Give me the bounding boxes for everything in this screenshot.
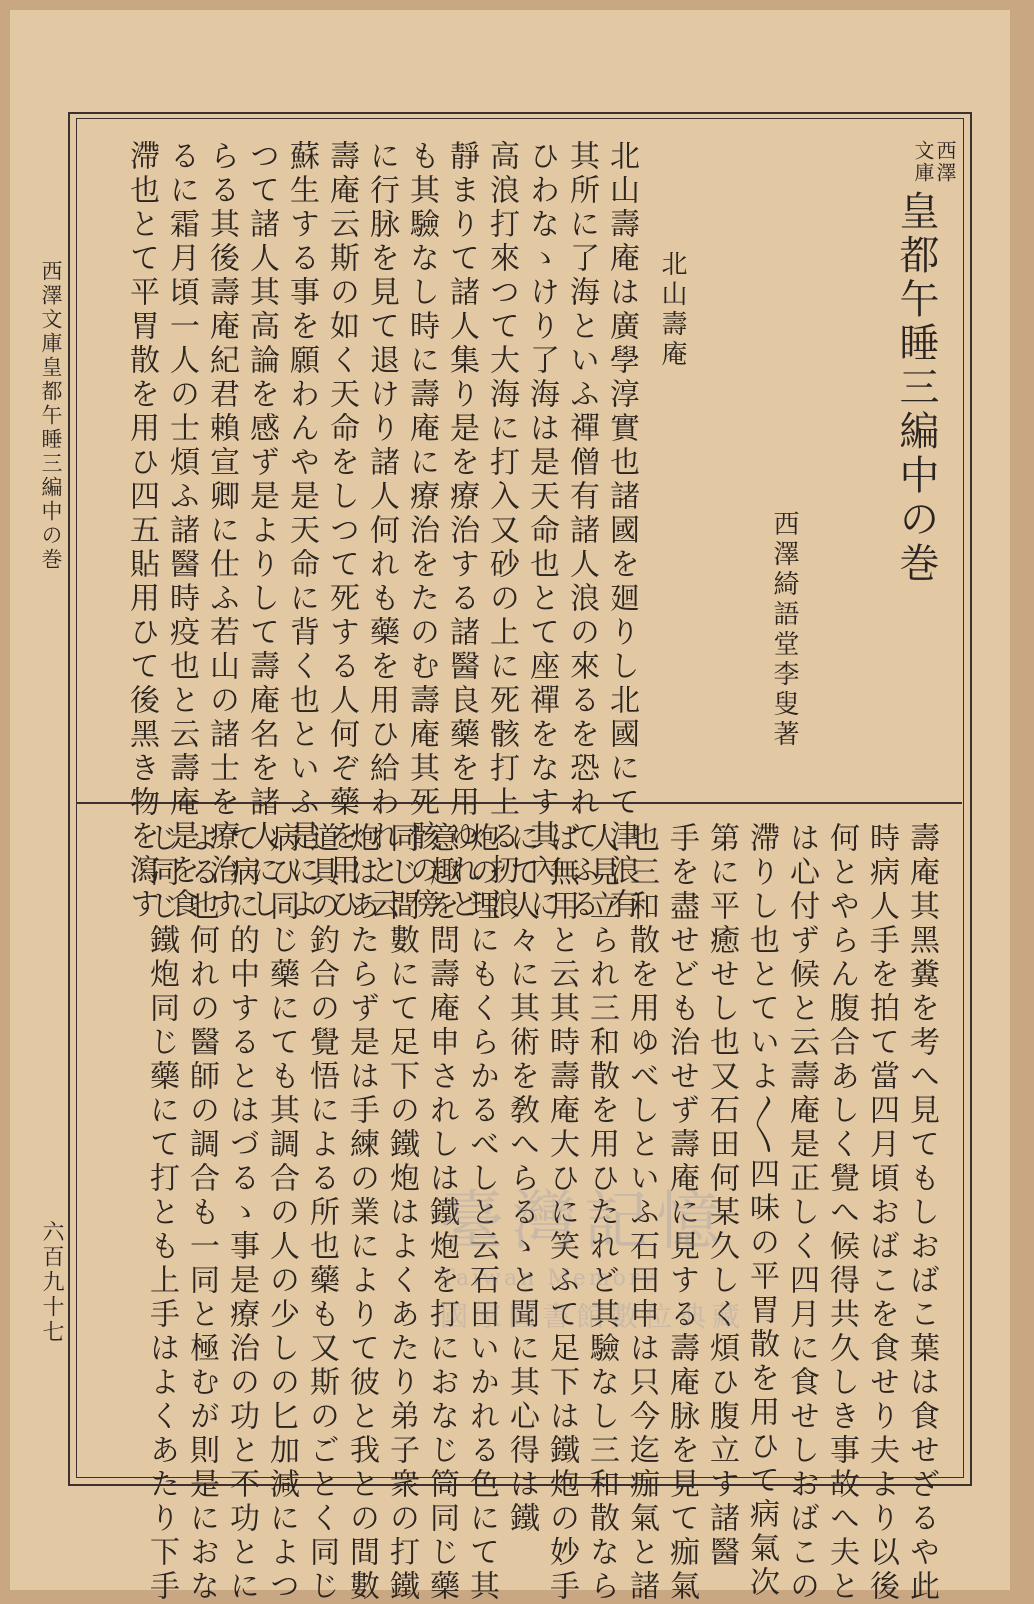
lower-column: じ同じ鐵炮同じ藥にて打とも上手はよくあたり下手 bbox=[144, 822, 179, 1604]
upper-column: らる其後壽庵紀君賴宣卿に仕ふ若山の諸士を療治す bbox=[204, 140, 239, 922]
watermark-latin: Taiwan Memory bbox=[440, 1266, 658, 1291]
upper-column: に行脉を見て退けり諸人何れも藥を用ひ給われと云 bbox=[364, 140, 399, 922]
lower-column: にて人々に其術を敎へらるゝと聞に其心得は鐵 bbox=[504, 822, 539, 1536]
lower-column: 時病人手を拍て當四月頃おばこを食せり夫より以後 bbox=[864, 822, 899, 1604]
upper-column: 高浪打來つて大海に打入又砂の上に死骸打上る扨浪 bbox=[484, 140, 519, 922]
lower-column: よる也何れの醫師の調合も一同と極むが則是におな bbox=[184, 822, 219, 1604]
watermark-main: 臺灣記憶 bbox=[440, 1185, 728, 1259]
lower-column: 滯りし也とていよ〳〵四味の平胃散を用ひて病氣次 bbox=[744, 822, 779, 1600]
upper-column: ひわなゝけり了海は是天命也とて座禪をなす其內に bbox=[524, 140, 559, 922]
lower-column: 病ひ同じ藥にても其調合の人の少しの匕加減によつ bbox=[264, 822, 299, 1604]
lower-column: て病に的中するとはづるゝ事是療治の功と不功とに bbox=[224, 822, 259, 1604]
upper-column: 壽庵云斯の如く天命をしつて死する人何ぞ藥を用ひ bbox=[324, 140, 359, 922]
series-label-line-2: 文庫 bbox=[911, 140, 935, 184]
lower-column: 第に平癒せし也又石田何某久しく煩ひ腹立す諸醫 bbox=[704, 822, 739, 1570]
upper-column: つて諸人其高論を感ず是よりして壽庵名を諸人にし bbox=[244, 140, 279, 922]
page-number: 六百九十七 bbox=[39, 1220, 64, 1345]
lower-column: 炮の理にもくらかるべしと云石田いかれる色にて其 bbox=[464, 822, 499, 1604]
upper-column: るに霜月頃一人の士煩ふ諸醫時疫也と云壽庵是を食 bbox=[164, 140, 199, 922]
section-heading: 北山壽庵 bbox=[657, 250, 687, 370]
upper-column: 蘇生する事を願わんや是天命に背く也といふ是によ bbox=[284, 140, 319, 922]
lower-column: 也三和散を用ゆべしといふ石田申は只今迄痂氣と諸 bbox=[624, 822, 659, 1604]
upper-column: 其所に了海といふ禪僧有諸人浪の來るを恐れてふる bbox=[564, 140, 599, 922]
library-watermark bbox=[440, 1170, 900, 1335]
lower-column: 道具の釣合の覺悟による所也藥も又斯のごとく同じ bbox=[304, 822, 339, 1604]
lower-column: 何とやらん腹合あしく覺へ候得共久しき事故へ夫と bbox=[824, 822, 859, 1604]
margin-running-title: 西澤文庫皇都午睡三編中の巻 bbox=[39, 260, 63, 572]
lower-column: 手を盡せども治せず壽庵に見する壽庵脉を見て痂氣 bbox=[664, 822, 699, 1604]
series-label-line-1: 西澤 bbox=[933, 140, 957, 184]
upper-column: 靜まりて諸人集り是を療治する諸醫良藥を用ゆれど bbox=[444, 140, 479, 922]
lower-column: 炮はあたらず是は手練の業によりて彼と我との間數 bbox=[344, 822, 379, 1604]
lower-column: ば無用と云其時壽庵大ひに笑ふて足下は鐵炮の妙手 bbox=[544, 822, 579, 1604]
book-title: 皇都午睡三編中の巻 bbox=[893, 190, 939, 586]
lower-column: 壽庵其黑糞を考へ見てもしおばこ葉は食せざるや此 bbox=[904, 822, 939, 1604]
lower-column: 同じ間數にて足下の鐵炮はよくあたり弟子衆の打鐵 bbox=[384, 822, 419, 1604]
upper-column: 北山壽庵は廣學淳實也諸國を廻りし北國にて津浪有 bbox=[604, 140, 639, 922]
lower-column: 意趣を問壽庵申されしは鐵炮を打におなじ筒同じ藥 bbox=[424, 822, 459, 1604]
upper-column: も其驗なし時に壽庵に療治をたのむ壽庵其死骸の傍 bbox=[404, 140, 439, 922]
upper-column: 滯也とて平胃散を用ひ四五貼用ひて後黑き物を瀉す bbox=[124, 140, 159, 922]
author-line: 西澤綺語堂李叟著 bbox=[769, 510, 799, 750]
watermark-sub: 國家圖書館數位典藏 bbox=[440, 1300, 747, 1333]
lower-column: 人見立られ三和散を用ひたれど其驗なし三和散なら bbox=[584, 822, 619, 1604]
lower-column: は心付ず候と云壽庵是正しく四月に食せしおばこの bbox=[784, 822, 819, 1604]
